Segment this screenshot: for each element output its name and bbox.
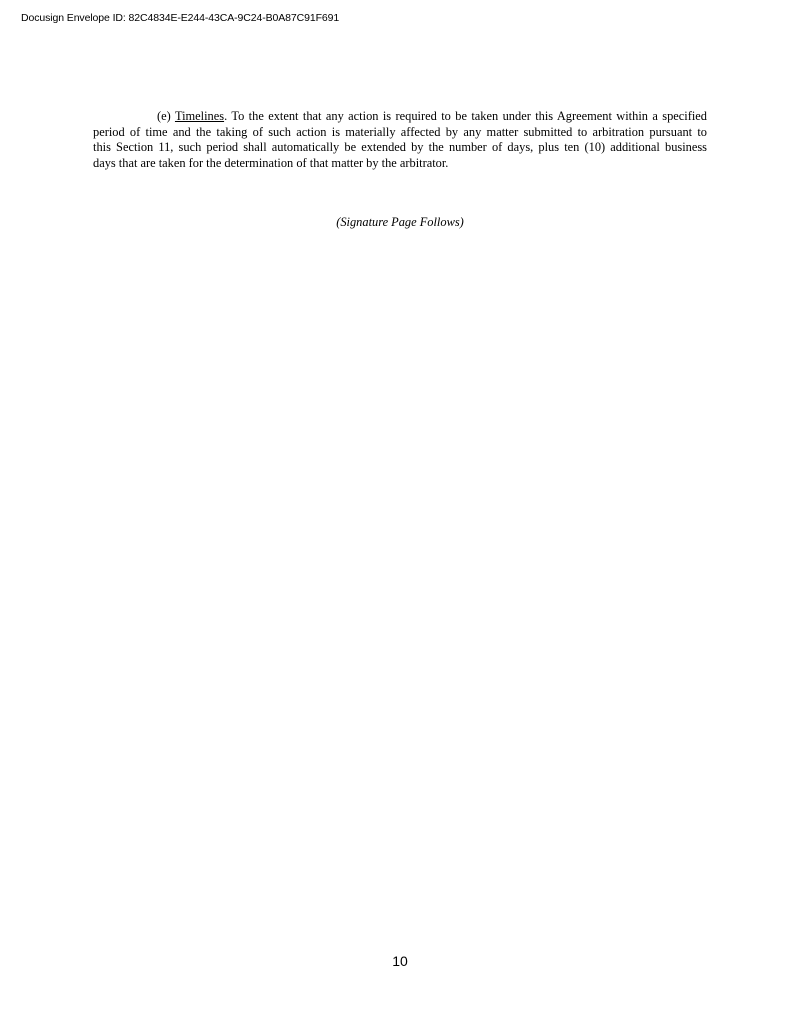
signature-page-follows-note: (Signature Page Follows): [336, 215, 464, 229]
paragraph-line-1: [93, 109, 707, 125]
paragraph-line-2: period of time and the taking of such action is materially affected by any matter submitted to arbitration pursuant to: [93, 124, 707, 139]
section-heading: Timelines: [174, 109, 225, 123]
paragraph-line-1-text: To the extent that any action is required to be taken under this Agreement within a specified: [231, 109, 707, 123]
section-label: (e): [157, 109, 171, 123]
section-e-timelines-paragraph: [93, 109, 707, 171]
section-heading-period: .: [224, 109, 228, 123]
docusign-envelope-id: Docusign Envelope ID: 82C4834E-E244-43CA-9C24-B0A87C91F691: [21, 12, 340, 24]
paragraph-line-3: this Section 11, such period shall automatically be extended by the number of days, plus ten (10) additional business: [93, 140, 707, 155]
paragraph-line-4: days that are taken for the determination of that matter by the arbitrator.: [93, 155, 449, 170]
page-number: 10: [392, 953, 408, 969]
